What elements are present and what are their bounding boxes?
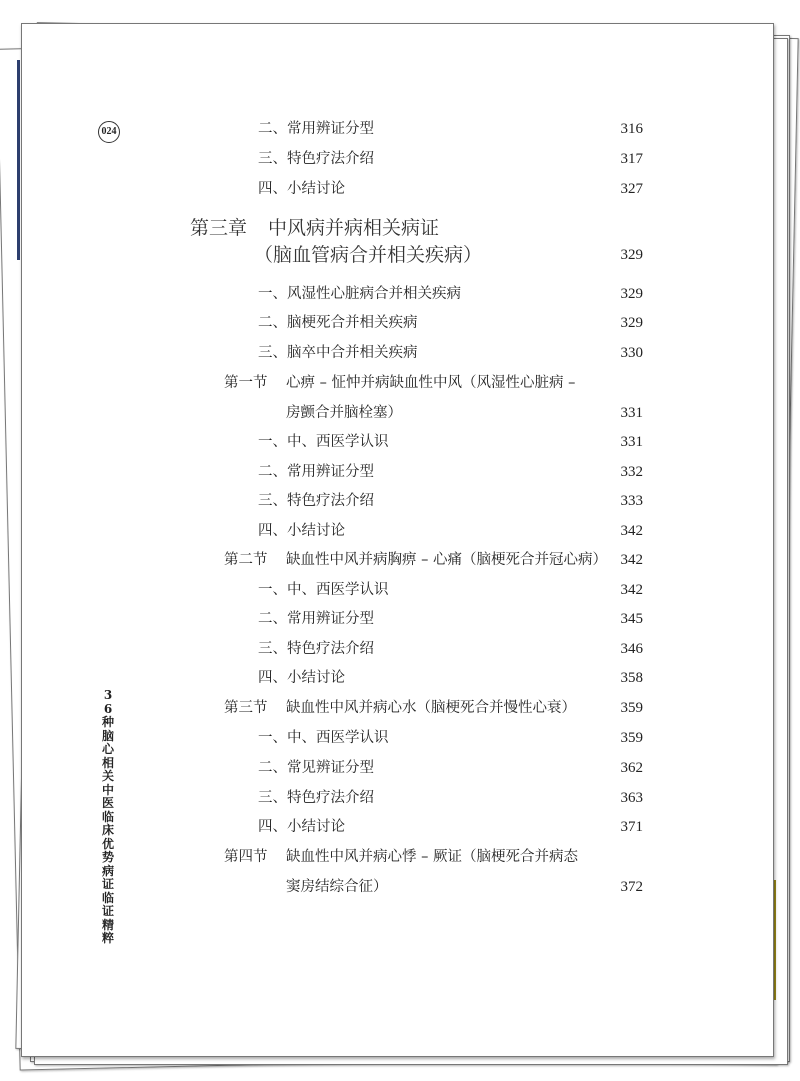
cover-edge xyxy=(17,60,20,260)
entry-page: 316 xyxy=(620,121,643,137)
entry-page: 331 xyxy=(620,434,643,450)
entry-page: 346 xyxy=(620,641,643,657)
entry-title: 二、常见辨证分型 xyxy=(258,760,374,776)
entry-page: 345 xyxy=(620,611,643,627)
entry-title: 三、特色疗法介绍 xyxy=(258,790,374,806)
section-label: 第三节 xyxy=(224,700,268,716)
entry-title: 三、特色疗法介绍 xyxy=(258,641,374,657)
section-title-cont: 窦房结综合征） xyxy=(286,879,388,895)
entry-page: 363 xyxy=(620,790,643,806)
entry-page: 342 xyxy=(620,552,643,568)
entry-page: 358 xyxy=(620,670,643,686)
page-number: 024 xyxy=(98,121,120,143)
entry-page: 371 xyxy=(620,819,643,835)
entry-page: 362 xyxy=(620,760,643,776)
section-label: 第四节 xyxy=(224,849,268,865)
entry-title: 一、中、西医学认识 xyxy=(258,730,389,746)
entry-page: 342 xyxy=(620,582,643,598)
entry-page: 359 xyxy=(620,730,643,746)
section-title: 心痹 – 怔忡并病缺血性中风（风湿性心脏病 – xyxy=(286,375,576,391)
entry-page: 329 xyxy=(620,247,643,263)
entry-page: 333 xyxy=(620,493,643,509)
entry-title: 四、小结讨论 xyxy=(258,523,345,539)
entry-page: 342 xyxy=(620,523,643,539)
entry-title: 二、常用辨证分型 xyxy=(258,611,374,627)
running-title: 36种脑心相关中医临床优势病证临证精粹 xyxy=(101,688,114,945)
entry-title: 二、常用辨证分型 xyxy=(258,464,374,480)
entry-title: 三、特色疗法介绍 xyxy=(258,151,374,167)
entry-page: 332 xyxy=(620,464,643,480)
section-label: 第二节 xyxy=(224,552,268,568)
entry-page: 331 xyxy=(620,405,643,421)
entry-page: 329 xyxy=(620,286,643,302)
entry-title: 四、小结讨论 xyxy=(258,819,345,835)
section-title: 缺血性中风并病心水（脑梗死合并慢性心衰） xyxy=(286,700,576,716)
entry-title: 三、脑卒中合并相关疾病 xyxy=(258,345,418,361)
entry-title: 一、中、西医学认识 xyxy=(258,434,389,450)
entry-title: 四、小结讨论 xyxy=(258,181,345,197)
section-title: 缺血性中风并病心悸 – 厥证（脑梗死合并病态 xyxy=(286,849,578,865)
entry-page: 317 xyxy=(620,151,643,167)
section-title: 缺血性中风并病胸痹 – 心痛（脑梗死合并冠心病） xyxy=(286,552,607,568)
chapter-label: 第三章 xyxy=(190,217,248,239)
chapter-title: 中风病并病相关病证 xyxy=(268,217,440,239)
entry-title: 四、小结讨论 xyxy=(258,670,345,686)
entry-title: 三、特色疗法介绍 xyxy=(258,493,374,509)
entry-page: 327 xyxy=(620,181,643,197)
entry-page: 359 xyxy=(620,700,643,716)
entry-title: 二、常用辨证分型 xyxy=(258,121,374,137)
entry-page: 372 xyxy=(620,879,643,895)
entry-title: 二、脑梗死合并相关疾病 xyxy=(258,315,418,331)
section-title-cont: 房颤合并脑栓塞） xyxy=(286,405,402,421)
toc-page xyxy=(21,23,774,1057)
entry-page: 330 xyxy=(620,345,643,361)
section-label: 第一节 xyxy=(224,375,268,391)
chapter-subtitle: （脑血管病合并相关疾病） xyxy=(254,244,483,266)
entry-title: 一、中、西医学认识 xyxy=(258,582,389,598)
entry-page: 329 xyxy=(620,315,643,331)
entry-title: 一、风湿性心脏病合并相关疾病 xyxy=(258,286,461,302)
